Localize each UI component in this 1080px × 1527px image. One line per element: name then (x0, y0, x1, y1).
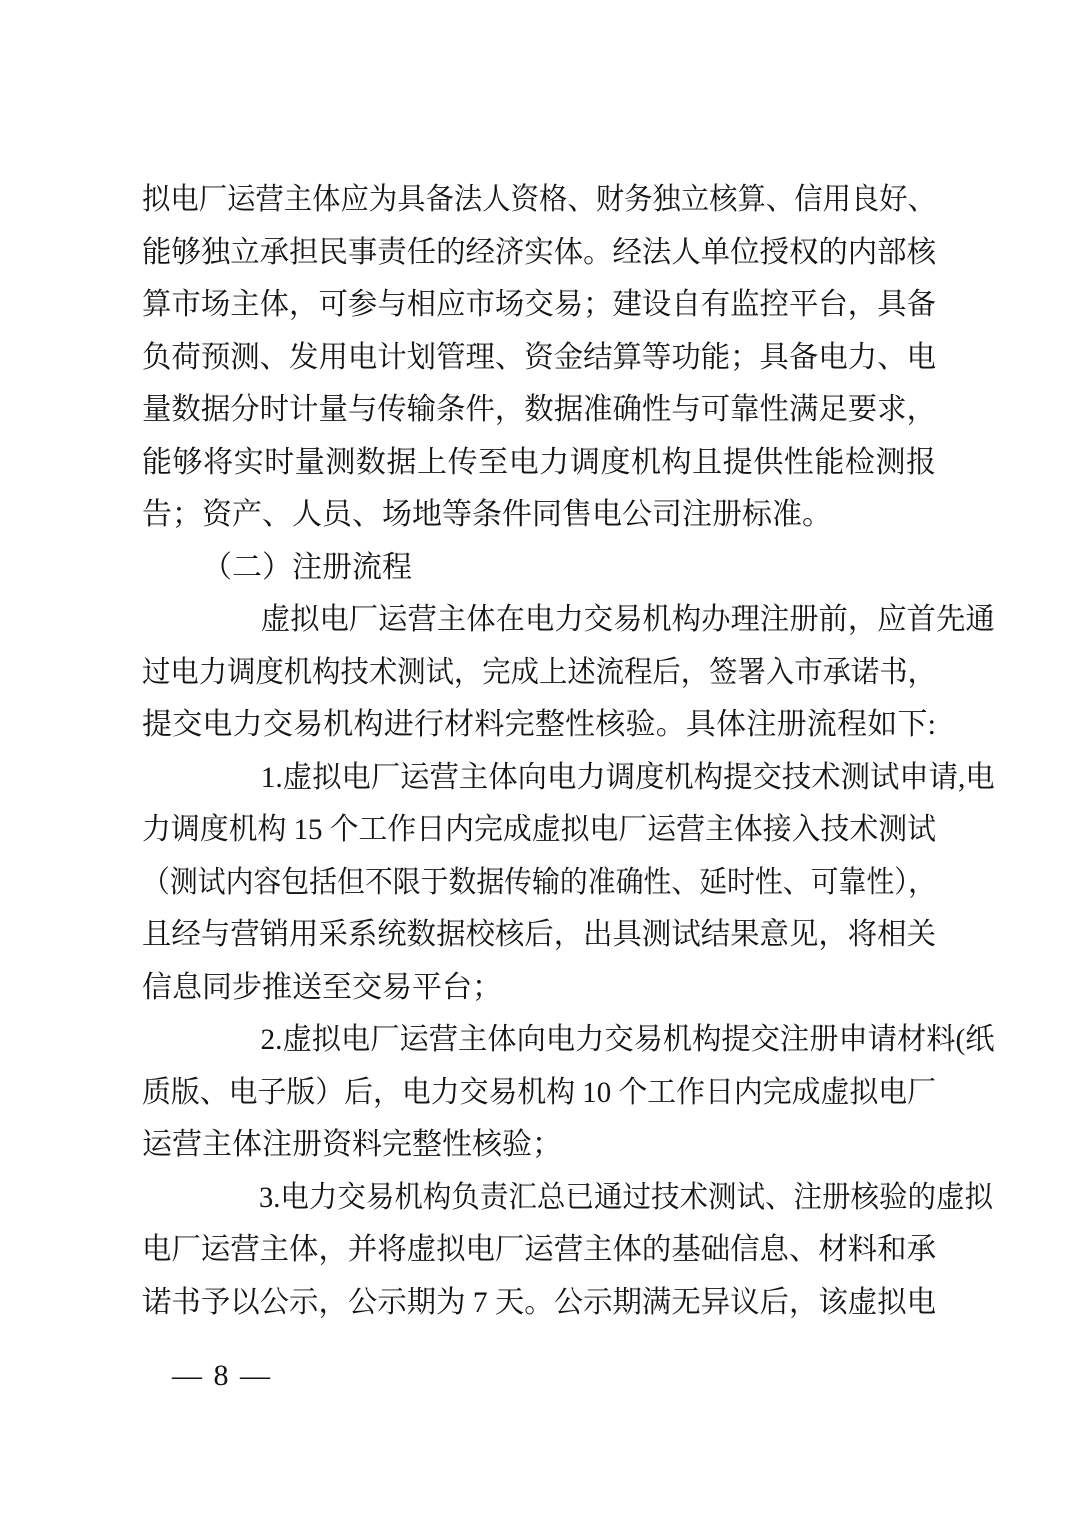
text-line-content: 2.虚拟电厂运营主体向电力交易机构提交注册申请材料(纸 (260, 1023, 995, 1056)
text-line (142, 699, 936, 752)
section-heading (142, 542, 936, 595)
text-line (142, 804, 936, 857)
text-line-content: 运营主体注册资料完整性核验； (142, 1128, 562, 1161)
text-line-content: （二）注册流程 (202, 550, 412, 584)
page-number: — 8 — (172, 1359, 272, 1392)
text-line (142, 1119, 936, 1172)
text-line (142, 1067, 936, 1120)
text-line (142, 647, 936, 700)
text-line (142, 279, 936, 332)
text-line-content: 负荷预测、发用电计划管理、资金结算等功能；具备电力、电 (142, 340, 936, 374)
text-line-content: 拟电厂运营主体应为具备法人资格、财务独立核算、信用良好、 (142, 183, 936, 216)
text-line-content: 算市场主体，可参与相应市场交易；建设自有监控平台，具备 (142, 288, 936, 321)
text-line (142, 909, 936, 962)
text-line-content: 量数据分时计量与传输条件，数据准确性与可靠性满足要求， (142, 393, 936, 426)
text-line (142, 227, 936, 280)
text-line (142, 1277, 936, 1330)
text-line-content: 3.电力交易机构负责汇总已通过技术测试、注册核验的虚拟 (259, 1180, 994, 1214)
text-line (142, 1224, 936, 1277)
text-line (142, 857, 936, 910)
text-line (142, 1172, 994, 1225)
text-line-content: 告；资产、人员、场地等条件同售电公司注册标准。 (142, 498, 832, 531)
text-line-content: 诺书予以公示，公示期为 7 天。公示期满无异议后，该虚拟电 (142, 1285, 936, 1319)
text-line (142, 594, 995, 647)
text-line-content: 且经与营销用采系统数据校核后，出具测试结果意见，将相关 (142, 918, 936, 951)
text-line (142, 384, 936, 437)
text-line-content: 能够将实时量测数据上传至电力调度机构且提供性能检测报 (142, 445, 937, 479)
text-line (142, 489, 936, 542)
text-line-content: 电厂运营主体，并将虚拟电厂运营主体的基础信息、材料和承 (142, 1233, 936, 1266)
text-line (142, 332, 936, 385)
text-line-content: （测试内容包括但不限于数据传输的准确性、延时性、可靠性）， (142, 865, 936, 899)
text-line-content: 质版、电子版）后，电力交易机构 10 个工作日内完成虚拟电厂 (142, 1075, 936, 1109)
text-line-content: 提交电力交易机构进行材料完整性核验。具体注册流程如下: (142, 708, 937, 741)
text-line-content: 1.虚拟电厂运营主体向电力调度机构提交技术测试申请,电 (260, 760, 995, 794)
text-line (142, 174, 936, 227)
document-text (142, 174, 995, 1329)
text-line-content: 信息同步推送至交易平台； (142, 970, 502, 1004)
text-line (142, 1014, 995, 1067)
text-line-content: 能够独立承担民事责任的经济实体。经法人单位授权的内部核 (142, 235, 936, 269)
text-line-content: 力调度机构 15 个工作日内完成虚拟电厂运营主体接入技术测试 (142, 813, 936, 846)
text-line-content: 过电力调度机构技术测试，完成上述流程后，签署入市承诺书， (142, 655, 936, 689)
text-line-content: 虚拟电厂运营主体在电力交易机构办理注册前，应首先通 (260, 603, 995, 636)
text-line (142, 437, 936, 490)
text-line (142, 752, 995, 805)
text-line (142, 962, 936, 1015)
